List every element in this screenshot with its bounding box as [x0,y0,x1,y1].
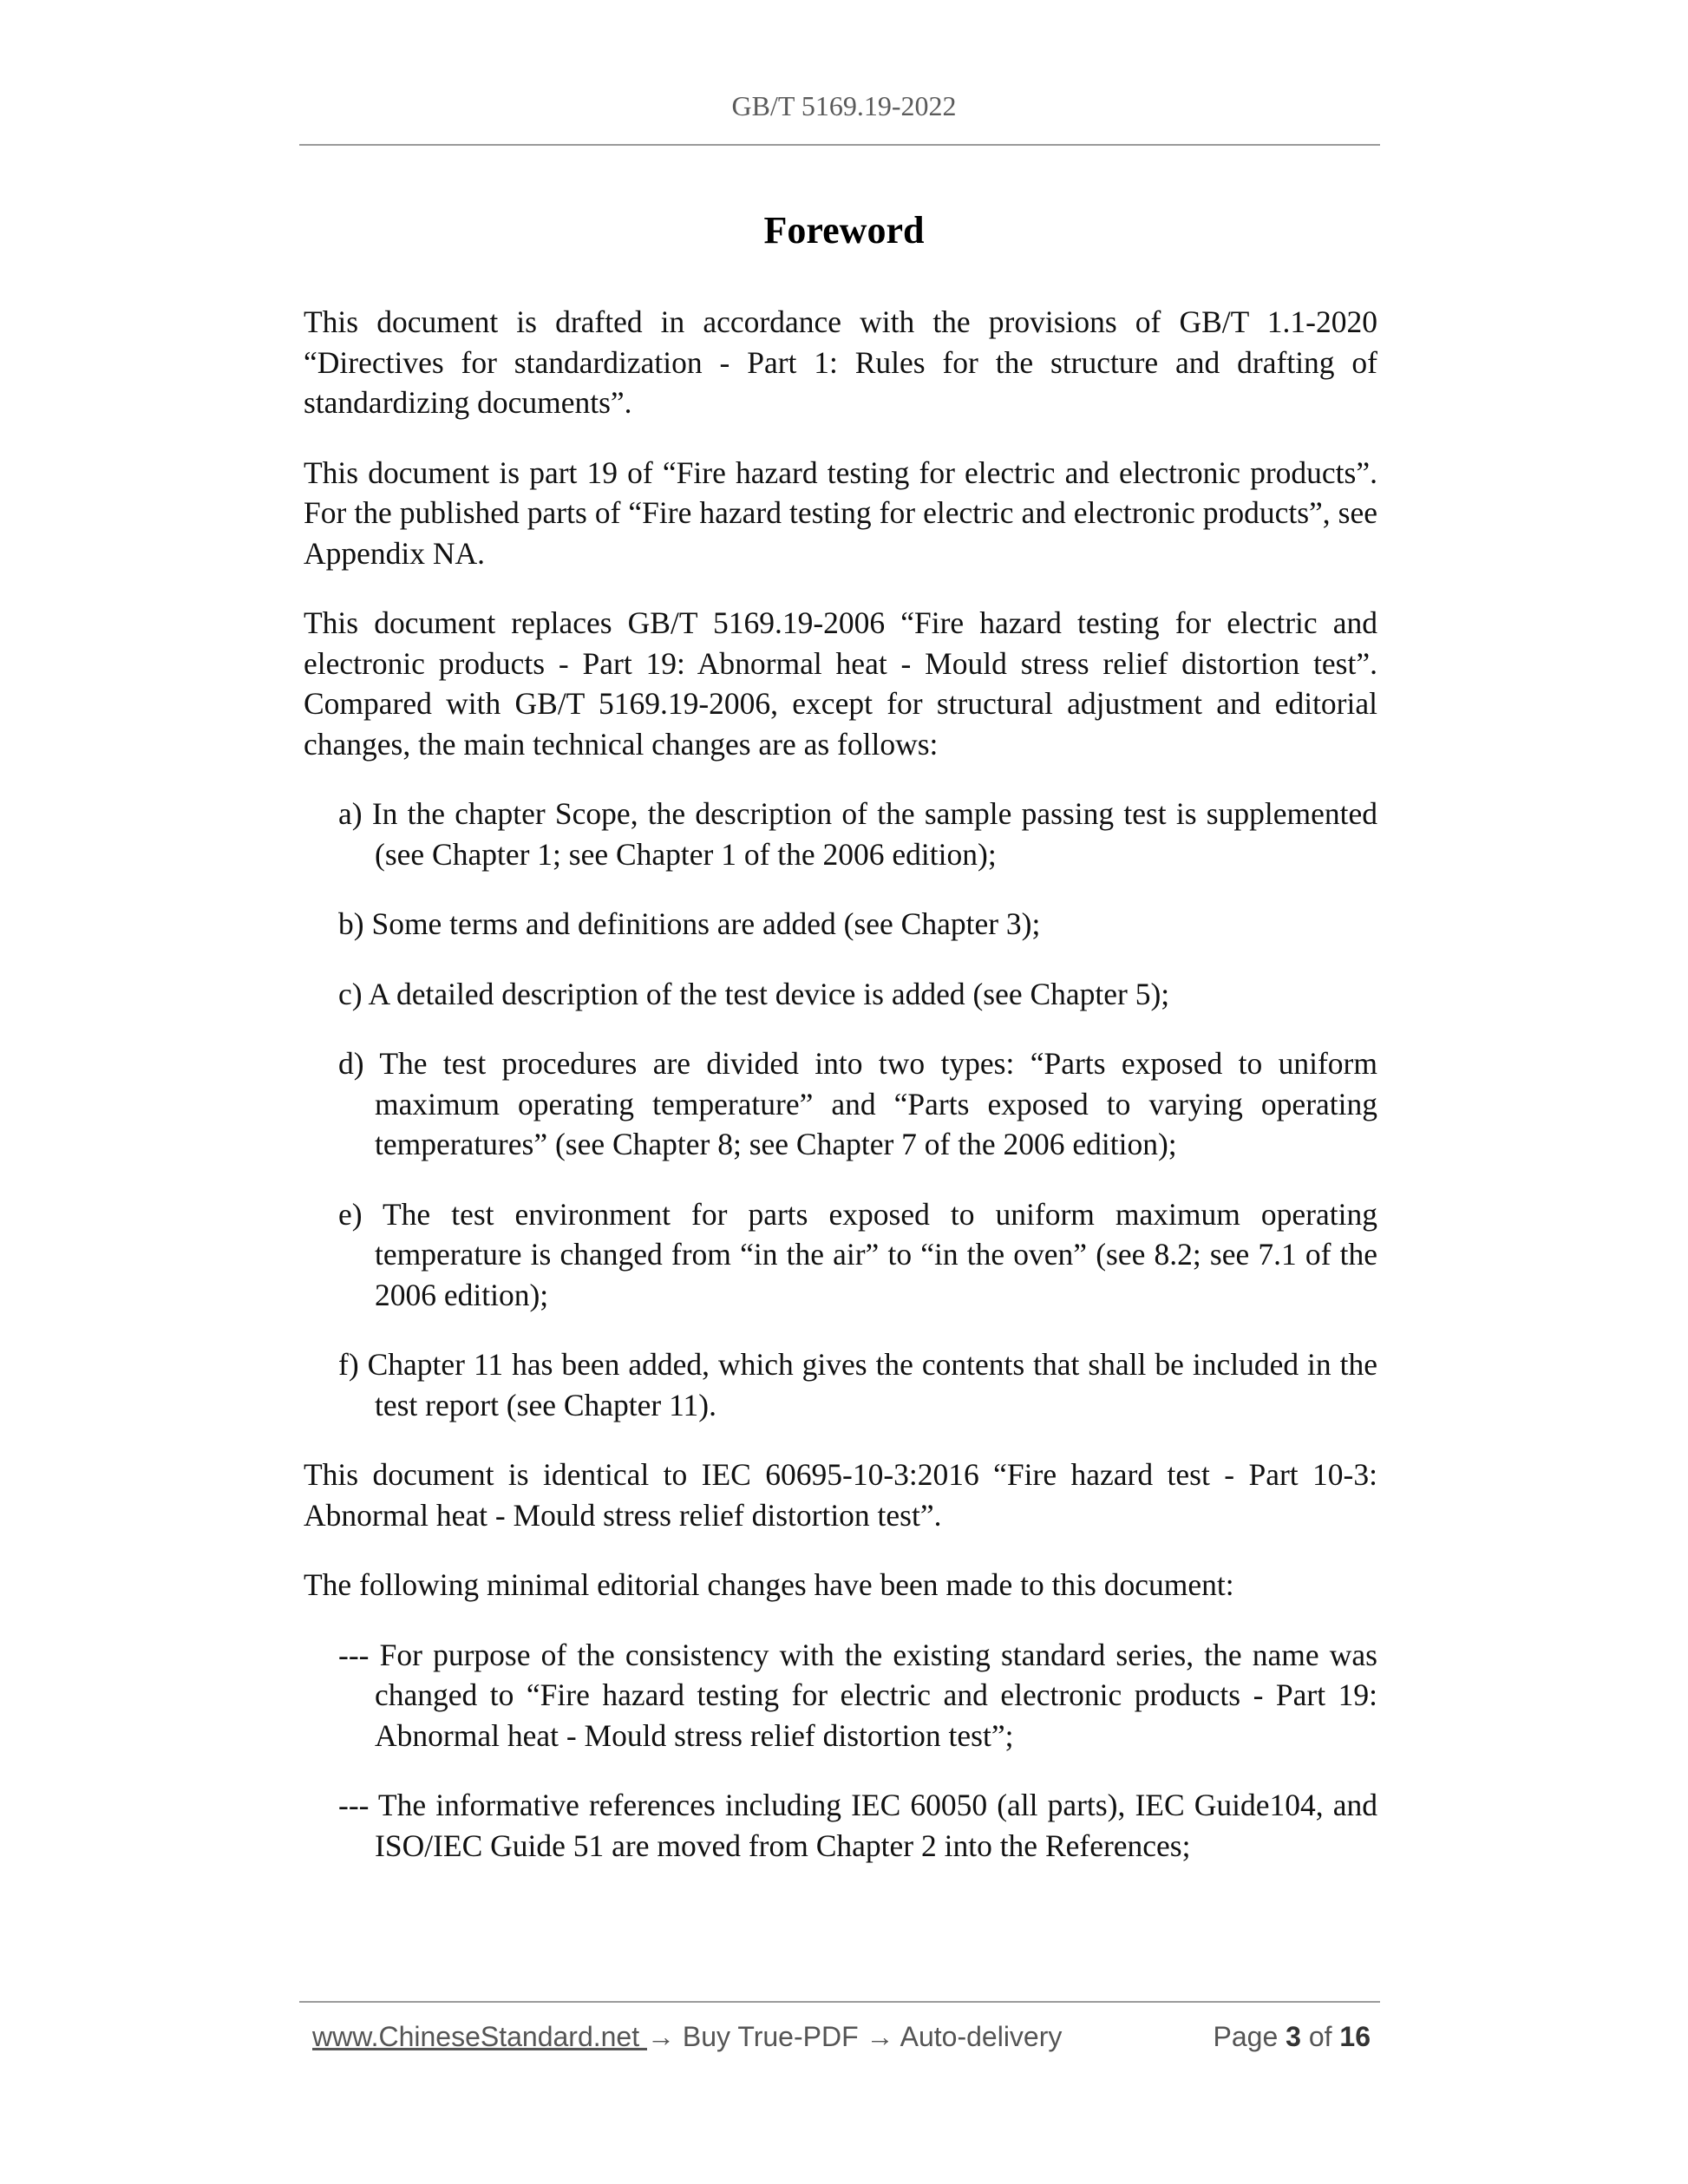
paragraph-part-info: This document is part 19 of “Fire hazard testing for electric and electronic products”. For the published parts of “Fire hazard testing for electric and electronic products”, see Appendix NA. [304,454,1377,571]
list-item: --- For purpose of the consistency with the existing standard series, the name was changed to “Fire hazard testing for electric and electronic products - Part 19: Abnormal heat - Mould stress relief distortion test”; [338,1637,1377,1753]
paragraph-identical: This document is identical to IEC 60695-10-3:2016 “Fire hazard test - Part 10-3: Abnormal heat - Mould stress relief distortion test”. [304,1457,1377,1533]
list-item: f) Chapter 11 has been added, which gives the contents that shall be included in the test report (see Chapter 11). [338,1347,1377,1422]
list-item: d) The test procedures are divided into two types: “Parts exposed to uniform maximum operating temperature” and “Parts exposed to varying operating temperatures” (see Chapter 8; see Chapter 7 of the 2006 edition); [338,1046,1377,1161]
page-footer [312,2021,1371,2064]
site-link[interactable]: www.ChineseStandard.net [312,2021,647,2052]
paragraph-drafting: This document is drafted in accordance with the provisions of GB/T 1.1-2020 “Directives for standardization - Part 1: Rules for the structure and drafting of standardizing documents”. [304,304,1377,420]
document-body [304,302,1377,1895]
footer-tagline: → Buy True-PDF → Auto-delivery [647,2021,1063,2052]
paragraph-replaces: This document replaces GB/T 5169.19-2006 “Fire hazard testing for electric and electronic products - Part 19: Abnormal heat - Mould stress relief distortion test”. Compared with GB/T 5169.19-2006, except for structural adjustment and editorial changes, the main technical changes are as follows: [304,605,1377,762]
current-page: 3 [1286,2021,1301,2052]
list-item: b) Some terms and definitions are added (see Chapter 3); [338,906,1041,941]
list-item: c) A detailed description of the test device is added (see Chapter 5); [338,976,1170,1011]
list-item: a) In the chapter Scope, the description of the sample passing test is supplemented (see Chapter 1; see Chapter 1 of the 2006 edition); [338,796,1377,872]
list-item: e) The test environment for parts exposed to uniform maximum operating temperature is changed from “in the air” to “in the oven” (see 8.2; see 7.1 of the 2006 edition); [338,1196,1377,1312]
page-title: Foreword [763,209,925,252]
document-code-header: GB/T 5169.19-2022 [731,90,957,121]
footer-promo [312,2021,1062,2053]
total-pages: 16 [1339,2021,1371,2052]
header-divider [299,144,1380,146]
editorial-changes-list [304,1635,1377,1867]
page-number [1214,2021,1371,2053]
list-item: --- The informative references including IEC 60050 (all parts), IEC Guide104, and ISO/IEC Guide 51 are moved from Chapter 2 into the References; [338,1788,1377,1863]
page-label: Page [1213,2021,1279,2052]
paragraph-editorial-intro: The following minimal editorial changes have been made to this document: [304,1567,1234,1602]
footer-divider [299,2001,1380,2003]
technical-changes-list [304,794,1377,1425]
of-label: of [1308,2021,1332,2052]
